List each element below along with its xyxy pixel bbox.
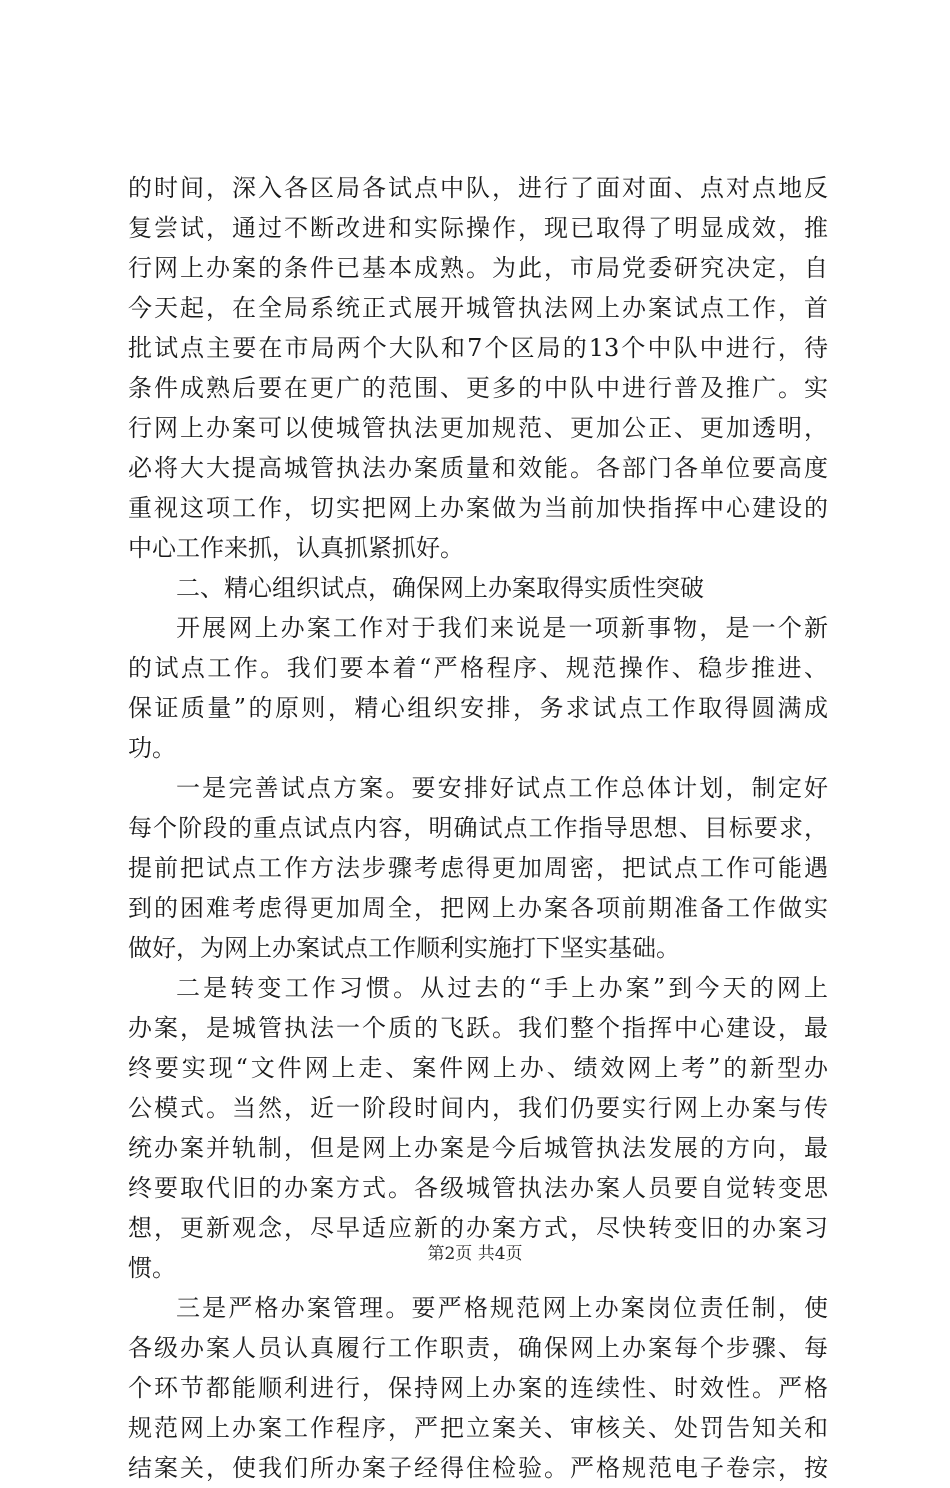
text-line: 个环节都能顺利进行，保持网上办案的连续性、时效性。严格: [128, 1374, 828, 1402]
text-line: 结案关，使我们所办案子经得住检验。严格规范电子卷宗，按: [128, 1454, 828, 1482]
text-line: 统办案并轨制，但是网上办案是今后城管执法发展的方向，最: [128, 1134, 828, 1162]
text-line: 重视这项工作，切实把网上办案做为当前加快指挥中心建设的: [128, 494, 828, 522]
text-line: 批试点主要在市局两个大队和7个区局的13个中队中进行，待: [128, 334, 828, 362]
text-line: 到的困难考虑得更加周全，把网上办案各项前期准备工作做实: [128, 894, 828, 922]
text-line: 做好，为网上办案试点工作顺利实施打下坚实基础。: [128, 934, 680, 962]
text-line: 终要实现“文件网上走、案件网上办、绩效网上考”的新型办: [128, 1054, 828, 1082]
text-line: 提前把试点工作方法步骤考虑得更加周密，把试点工作可能遇: [128, 854, 828, 882]
text-line: 中心工作来抓，认真抓紧抓好。: [128, 534, 464, 562]
text-line: 三是严格办案管理。要严格规范网上办案岗位责任制，使: [176, 1294, 828, 1322]
text-line: 复尝试，通过不断改进和实际操作，现已取得了明显成效，推: [128, 214, 828, 242]
text-line: 的试点工作。我们要本着“严格程序、规范操作、稳步推进、: [128, 654, 828, 682]
text-line: 办案，是城管执法一个质的飞跃。我们整个指挥中心建设，最: [128, 1014, 828, 1042]
page-footer: 第2页 共4页: [427, 1244, 523, 1264]
text-line: 公模式。当然，近一阶段时间内，我们仍要实行网上办案与传: [128, 1094, 828, 1122]
body-text: [128, 168, 828, 1488]
text-line: 功。: [128, 734, 176, 762]
text-line: 条件成熟后要在更广的范围、更多的中队中进行普及推广。实: [128, 374, 828, 402]
text-line: 终要取代旧的办案方式。各级城管执法办案人员要自觉转变思: [128, 1174, 828, 1202]
text-line: 规范网上办案工作程序，严把立案关、审核关、处罚告知关和: [128, 1414, 828, 1442]
text-line: 的时间，深入各区局各试点中队，进行了面对面、点对点地反: [128, 174, 828, 202]
text-line: 每个阶段的重点试点内容，明确试点工作指导思想、目标要求，: [128, 814, 828, 842]
text-line: 行网上办案可以使城管执法更加规范、更加公正、更加透明，: [128, 414, 828, 442]
text-line: 各级办案人员认真履行工作职责，确保网上办案每个步骤、每: [128, 1334, 828, 1362]
text-line: 开展网上办案工作对于我们来说是一项新事物，是一个新: [176, 614, 828, 642]
text-line: 今天起，在全局系统正式展开城管执法网上办案试点工作，首: [128, 294, 828, 322]
text-line: 一是完善试点方案。要安排好试点工作总体计划，制定好: [176, 774, 828, 802]
text-line: 行网上办案的条件已基本成熟。为此，市局党委研究决定，自: [128, 254, 828, 282]
text-line: 必将大大提高城管执法办案质量和效能。各部门各单位要高度: [128, 454, 828, 482]
text-line: 二是转变工作习惯。从过去的“手上办案”到今天的网上: [176, 974, 828, 1002]
text-line: 想，更新观念，尽早适应新的办案方式，尽快转变旧的办案习: [128, 1214, 828, 1242]
text-line: 惯。: [128, 1254, 176, 1282]
section-heading: 二、精心组织试点，确保网上办案取得实质性突破: [176, 574, 704, 602]
text-line: 保证质量”的原则，精心组织安排，务求试点工作取得圆满成: [128, 694, 828, 722]
